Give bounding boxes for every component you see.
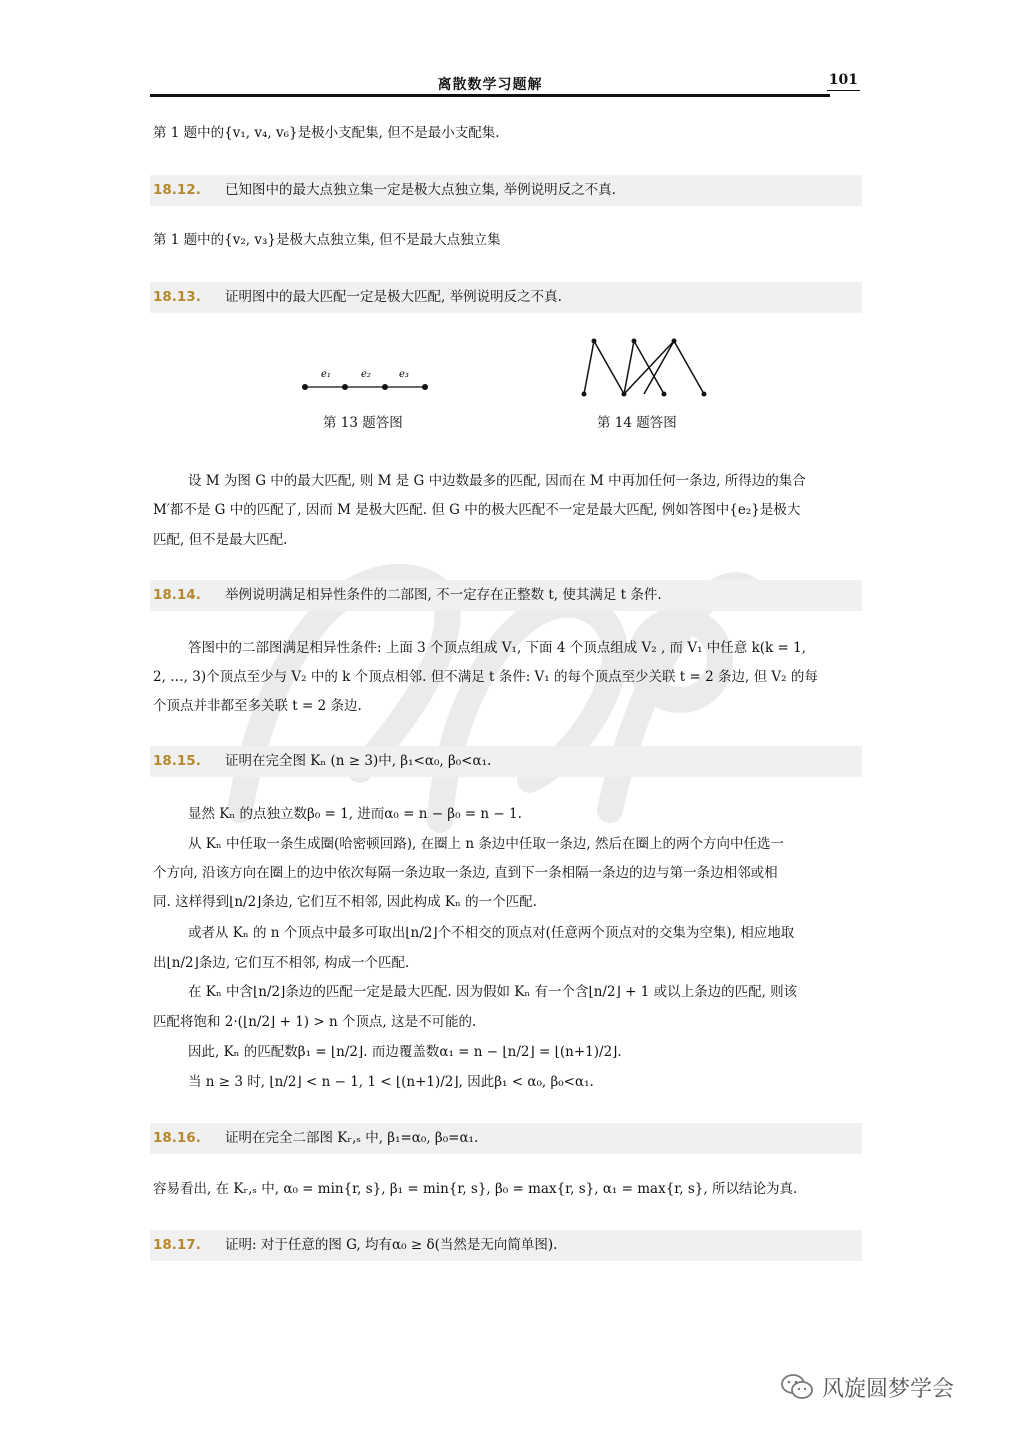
- answer-18-15-line9: 因此, Kₙ 的匹配数β₁ = ⌊n/2⌋. 而边覆盖数α₁ = n − ⌊n/2⌋ = ⌊(n+1)/2⌋.: [188, 1044, 622, 1060]
- brand-watermark: [780, 1370, 954, 1404]
- page-header: [150, 70, 860, 96]
- graph-vertex: [662, 392, 667, 397]
- edge-label-e1: e₁: [321, 369, 331, 380]
- edge-label-e2: e₂: [361, 369, 371, 380]
- answer-18-14-line2: 2, …, 3)个顶点至少与 V₂ 中的 k 个顶点相邻. 但不满足 t 条件: V₁ 的每个顶点至少关联 t = 2 条边, 但 V₂ 的每: [153, 669, 818, 685]
- graph-vertex: [622, 392, 627, 397]
- problem-number: 18.13.: [153, 289, 201, 305]
- answer-18-15-line7: 在 Kₙ 中含⌊n/2⌋条边的匹配一定是最大匹配. 因为假如 Kₙ 有一个含⌊n/2⌋ + 1 或以上条边的匹配, 则该: [188, 984, 798, 1000]
- problem-text: 举例说明满足相异性条件的二部图, 不一定存在正整数 t, 使其满足 t 条件.: [225, 587, 662, 603]
- problem-number: 18.16.: [153, 1130, 201, 1146]
- graph-vertex: [632, 339, 637, 344]
- problem-text: 证明: 对于任意的图 G, 均有α₀ ≥ δ(当然是无向简单图).: [225, 1237, 558, 1253]
- problem-text: 已知图中的最大点独立集一定是极大点独立集, 举例说明反之不真.: [225, 182, 616, 198]
- graph-vertex: [672, 339, 677, 344]
- answer-18-15-line1: 显然 Kₙ 的点独立数β₀ = 1, 进而α₀ = n − β₀ = n − 1.: [188, 806, 522, 822]
- problem-text: 证明在完全二部图 Kᵣ,ₛ 中, β₁=α₀, β₀=α₁.: [225, 1130, 479, 1146]
- problem-18-14: [150, 580, 862, 611]
- problem-number: 18.15.: [153, 753, 201, 769]
- graph-vertex: [422, 384, 428, 390]
- answer-18-11-tail: 第 1 题中的{v₁, v₄, v₆}是极小支配集, 但不是最小支配集.: [153, 125, 500, 141]
- problem-text: 证明在完全图 Kₙ (n ≥ 3)中, β₁<α₀, β₀<α₁.: [225, 753, 492, 769]
- graph-vertex: [702, 392, 707, 397]
- answer-18-16: 容易看出, 在 Kᵣ,ₛ 中, α₀ = min{r, s}, β₁ = min{r, s}, β₀ = max{r, s}, α₁ = max{r, s}, 所以结论为真.: [153, 1181, 798, 1197]
- answer-18-15-line2: 从 Kₙ 中任取一条生成圈(哈密顿回路), 在圈上 n 条边中任取一条边, 然后在圈上的两个方向中任选一: [188, 836, 784, 852]
- graph-vertex: [302, 384, 308, 390]
- answer-18-15-line8: 匹配将饱和 2·(⌊n/2⌋ + 1) > n 个顶点, 这是不可能的.: [153, 1014, 477, 1030]
- problem-18-17: [150, 1230, 862, 1261]
- answer-18-15-line4: 同. 这样得到⌊n/2⌋条边, 它们互不相邻, 因此构成 Kₙ 的一个匹配.: [153, 894, 537, 910]
- graph-vertex: [382, 384, 388, 390]
- answer-18-12: 第 1 题中的{v₂, v₃}是极大点独立集, 但不是最大点独立集: [153, 232, 501, 248]
- figure-14-bipartite-graph: [578, 336, 713, 400]
- graph-vertex: [342, 384, 348, 390]
- brand-name: 风旋圆梦学会: [822, 1376, 955, 1402]
- running-title: 离散数学习题解: [437, 77, 543, 93]
- answer-18-14-line3: 个顶点并非都至多关联 t = 2 条边.: [153, 698, 362, 714]
- answer-18-13-line3: 匹配, 但不是最大匹配.: [153, 532, 288, 548]
- figure-14-caption: 第 14 题答图: [597, 415, 677, 431]
- answer-18-15-line5: 或者从 Kₙ 的 n 个顶点中最多可取出⌊n/2⌋个不相交的顶点对(任意两个顶点对的交集为空集), 相应地取: [188, 925, 795, 941]
- page-number: 101: [827, 72, 860, 91]
- graph-vertex: [582, 392, 587, 397]
- answer-18-13-line1: 设 M 为图 G 中的最大匹配, 则 M 是 G 中边数最多的匹配, 因而在 M 中再加任何一条边, 所得边的集合: [188, 473, 806, 489]
- problem-number: 18.17.: [153, 1237, 201, 1253]
- problem-18-16: [150, 1123, 862, 1154]
- header-rule: [150, 94, 830, 97]
- problem-18-15: [150, 746, 862, 777]
- answer-18-15-line10: 当 n ≥ 3 时, ⌊n/2⌋ < n − 1, 1 < ⌊(n+1)/2⌋, 因此β₁ < α₀, β₀<α₁.: [188, 1074, 594, 1090]
- answer-18-15-line6: 出⌊n/2⌋条边, 它们互不相邻, 构成一个匹配.: [153, 955, 410, 971]
- wechat-icon: [780, 1373, 814, 1401]
- problem-18-13: [150, 282, 862, 313]
- edge-label-e3: e₃: [399, 369, 409, 380]
- problem-number: 18.14.: [153, 587, 201, 603]
- figure-13-caption: 第 13 题答图: [323, 415, 403, 431]
- answer-18-14-line1: 答图中的二部图满足相异性条件: 上面 3 个顶点组成 V₁, 下面 4 个顶点组成 V₂ , 而 V₁ 中任意 k(k = 1,: [188, 640, 806, 656]
- problem-number: 18.12.: [153, 182, 201, 198]
- problem-text: 证明图中的最大匹配一定是极大匹配, 举例说明反之不真.: [225, 289, 562, 305]
- answer-18-15-line3: 个方向, 沿该方向在圈上的边中依次每隔一条边取一条边, 直到下一条相隔一条边的边与第一条边相邻或相: [153, 865, 778, 881]
- graph-vertex: [592, 339, 597, 344]
- figure-13-path-graph: [295, 362, 435, 396]
- answer-18-13-line2: M′都不是 G 中的匹配了, 因而 M 是极大匹配. 但 G 中的极大匹配不一定是最大匹配, 例如答图中{e₂}是极大: [153, 502, 801, 518]
- problem-18-12: [150, 175, 862, 206]
